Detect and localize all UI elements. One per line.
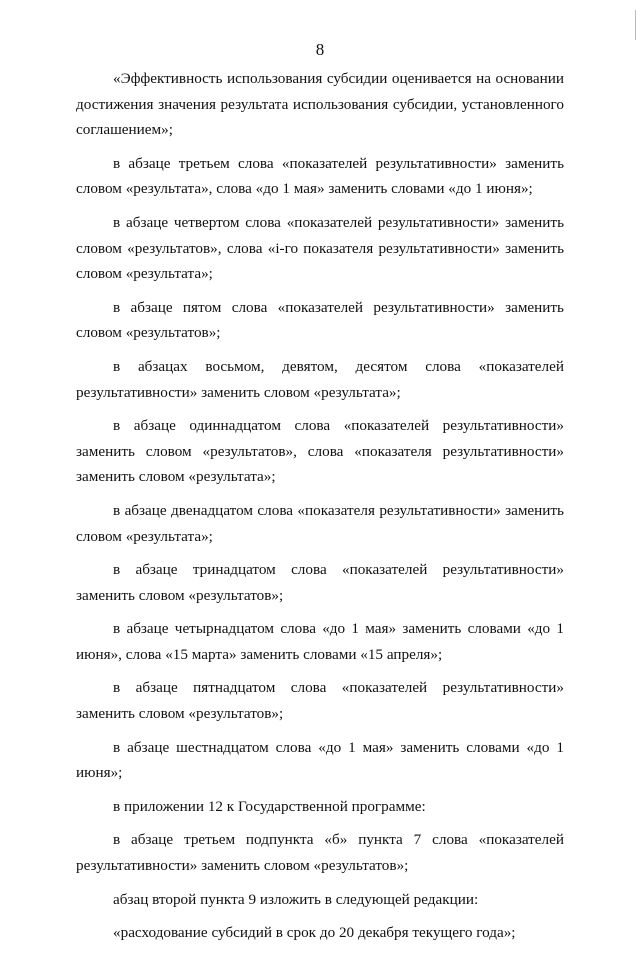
paragraph-6: в абзаце одиннадцатом слова «показателей результативности» заменить словом «результатов», слова «показателя результативности» заменить словом «результата»; bbox=[76, 417, 564, 486]
document-body bbox=[76, 66, 564, 954]
paragraph-8: в абзаце тринадцатом слова «показателей результативности» заменить словом «результатов»; bbox=[76, 561, 564, 604]
paragraph-7: в абзаце двенадцатом слова «показателя результативности» заменить словом «результата»; bbox=[76, 501, 564, 545]
paragraph-12: в приложении 12 к Государственной программе: bbox=[113, 797, 426, 815]
paragraph-13: в абзаце третьем подпункта «б» пункта 7 слова «показателей результативности» заменить словом «результатов»; bbox=[76, 831, 564, 875]
page-number: 8 bbox=[315, 40, 325, 59]
paragraph-4: в абзаце пятом слова «показателей результативности» заменить словом «результатов»; bbox=[76, 298, 564, 342]
paragraph-14: абзац второй пункта 9 изложить в следующей редакции: bbox=[113, 890, 479, 908]
scan-edge-mark bbox=[635, 10, 636, 40]
paragraph-15: «расходование субсидий в срок до 20 декабря текущего года»; bbox=[113, 924, 516, 942]
paragraph-11: в абзаце шестнадцатом слова «до 1 мая» заменить словами «до 1 июня»; bbox=[76, 738, 564, 782]
paragraph-5: в абзацах восьмом, девятом, десятом слова «показателей результативности» заменить словом «результата»; bbox=[76, 357, 564, 401]
paragraph-3: в абзаце четвертом слова «показателей результативности» заменить словом «результатов», слова «i-го показателя результативности» заменить словом «результата»; bbox=[76, 213, 564, 283]
paragraph-9: в абзаце четырнадцатом слова «до 1 мая» заменить словами «до 1 июня», слова «15 марта» заменить словами «15 апреля»; bbox=[76, 620, 564, 663]
paragraph-1: «Эффективность использования субсидии оценивается на основании достижения значения результата использования субсидии, установленного соглашением»; bbox=[76, 70, 564, 139]
paragraph-10: в абзаце пятнадцатом слова «показателей результативности» заменить словом «результатов»; bbox=[76, 679, 564, 723]
paragraph-2: в абзаце третьем слова «показателей результативности» заменить словом «результата», слова «до 1 мая» заменить словами «до 1 июня»; bbox=[76, 154, 564, 198]
